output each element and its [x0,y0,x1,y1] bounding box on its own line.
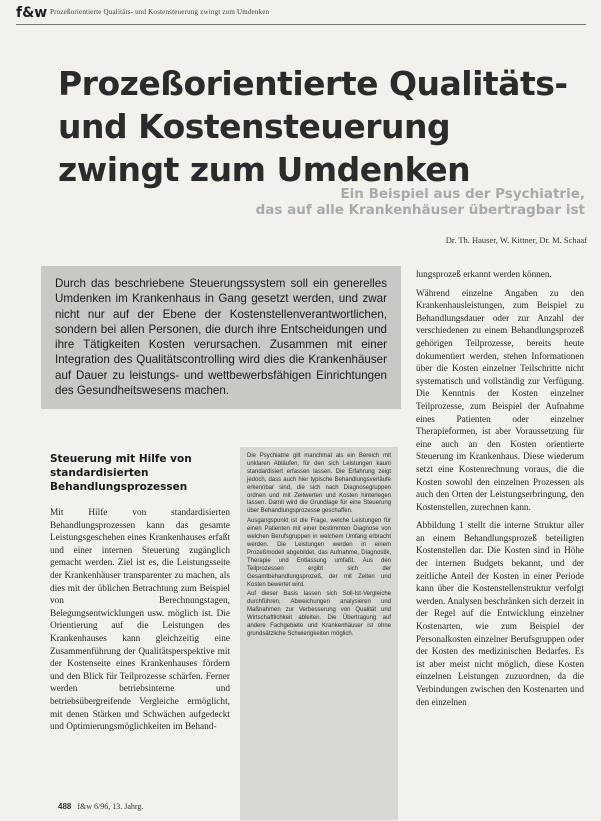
intro-text: Durch das beschriebene Steuerungssystem soll ein generelles Umdenken im Krankenhaus in Gang gesetzt werden, und zwar nicht nur auf der Ebene der Kostenstellenverantwortlichen, sondern bei allen Personen, die durch ihre Entscheidungen und ihre Tätigkeiten Kosten verursachen. Zusammen mit einer Integration des Qualitätscontrolling wird dies die Krankenhäuser auf Dauer zu leistungs- und wettbewerbsfähigen Einrichtungen des Gesundheitswesens machen. [55,277,387,398]
article-subtitle [225,186,585,218]
subtitle-line: das auf alle Krankenhäuser übertragbar ist [255,202,585,218]
left-column-text: Mit Hilfe von standardisierten Behandlungsprozessen kann das gesamte Leistungsgeschehen eines Krankenhauses erfaßt und einer internen Steuerung zugänglich gemacht werden. Ziel ist es, die Leistungsseite der Krankenhäuser transparenter zu machen, als dies mit der üblichen Betrachtung zum Beispiel von Berechnungstagen, Belegungsentwicklungen usw. möglich ist. Die Orientierung auf die Leistungen des Krankenhauses kann gleichzeitig eine Zusammenführung der Qualitätsperspektive mit der Kostenseite eines Krankenhauses fördern und den Blick für Teilprozesse schärfen. Ferner werden betriebsinterne und betriebsübergreifende Vergleiche ermöglicht, mit denen Stärken und Schwächen aufgedeckt und Optimierungsmöglichkeiten im Behand- [50,508,230,733]
page-number: 488 [58,802,72,811]
author-line: Dr. Th. Hauser, W. Kittner, Dr. M. Schaaf [445,235,587,245]
running-header [16,6,584,20]
header-divider [16,24,586,25]
subtitle-line: Ein Beispiel aus der Psychiatrie, [340,186,585,202]
running-title: Prozeßorientierte Qualitäts- und Kostensteuerung zwingt zum Umdenken [50,8,270,16]
right-column-paragraph: lungsprozeß erkannt werden können. [416,269,552,279]
page-footer [58,802,143,811]
title-line: Prozeßorientierte Qualitäts- [58,64,568,103]
section-heading: Steuerung mit Hilfe von standardisierten Behandlungsprozessen [50,453,192,493]
right-column-paragraph: Abbildung 1 stellt die interne Struktur aller an einem Behandlungsprozeß beteiligten Kostenstellen dar. Die Kosten sind in Höhe der internen Budgets bekannt, und der zeitliche Anteil der Kosten in einer Periode kann über die Kostenstellenstruktur verfolgt werden. Analysen beschränken sich derzeit in der Regel auf die Entwicklung einzelner Kostenarten, wie zum Beispiel der Personalkosten einzelner Berufsgruppen oder der Kosten des medizinischen Bedarfes. Es ist aber meist nicht möglich, diese Kosten einzelnen Leistungen zuzuordnen, da die Verbindungen zwischen den Kostenarten und den einzelnen [416,520,584,707]
sidebar-paragraph: Ausgangspunkt ist die Frage, welche Leistungen für einen Patienten mit einer bestimmten Diagnose von welchen Berufsgruppen in welchem Umfang erbracht werden. Die Leistungen werden in einem Prozeßmodell abgebildet, das Aufnahme, Diagnostik, Therapie und Entlassung umfaßt. Aus den Teilprozessen ergibt sich der Gesamtbehandlungsprozeß, der mit Zeiten und Kosten bewertet wird. [247,518,391,588]
title-line: zwingt zum Umdenken [58,150,471,189]
left-column [50,452,230,734]
sidebar-paragraph: Auf dieser Basis lassen sich Soll-Ist-Vergleiche durchführen, Abweichungen analysieren und Maßnahmen zur Verbesserung von Qualität und Wirtschaftlichkeit ableiten. Die Übertragung auf andere Fachgebiete und Krankenhäuser ist ohne grundsätzliche Schwierigkeiten möglich. [247,591,391,637]
journal-logo: f&w [16,5,48,21]
article-title [58,62,588,191]
sidebar-box [240,447,398,820]
journal-reference: f&w 6/96, 13. Jahrg. [77,802,144,811]
right-column [416,268,584,714]
right-column-paragraph: Während einzelne Angaben zu den Krankenhausleistungen, zum Beispiel zu Behandlungsdauer oder zur Anzahl der verschiedenen zu einem Behandlungsprozeß gehörigen Teilprozesse, bereits heute dokumentiert werden, stehen Informationen über die Kosten einzelner Teilschritte nicht systematisch und vollständig zur Verfügung. Die Kenntnis der Kosten einzelner Teilprozesse, zum Beispiel der Aufnahme eines Patienten oder einzelner Therapieformen, ist aber Voraussetzung für eine auch an den Kosten orientierte Steuerung im Krankenhaus. Diese wiederum setzt eine Kostenrechnung voraus, die die Kosten sowohl den einzelnen Prozessen als auch den Orten der Leistungserbringung, den Kostenstellen, zurechnen kann. [416,287,584,512]
intro-box [41,266,401,409]
sidebar-paragraph: Die Psychiatrie gilt manchmal als ein Bereich mit unklaren Abläufen, für den sich Leistungen kaum standardisiert erfassen lassen. Die Erfahrung zeigt jedoch, dass auch hier typische Behandlungsverläufe erkennbar sind, die sich nach Diagnosegruppen ordnen und mit Zeitwerten und Kosten hinterlegen lassen. Damit wird die Grundlage für eine Steuerung über Behandlungsprozesse geschaffen. [247,453,391,515]
title-line: und Kostensteuerung [58,107,451,146]
